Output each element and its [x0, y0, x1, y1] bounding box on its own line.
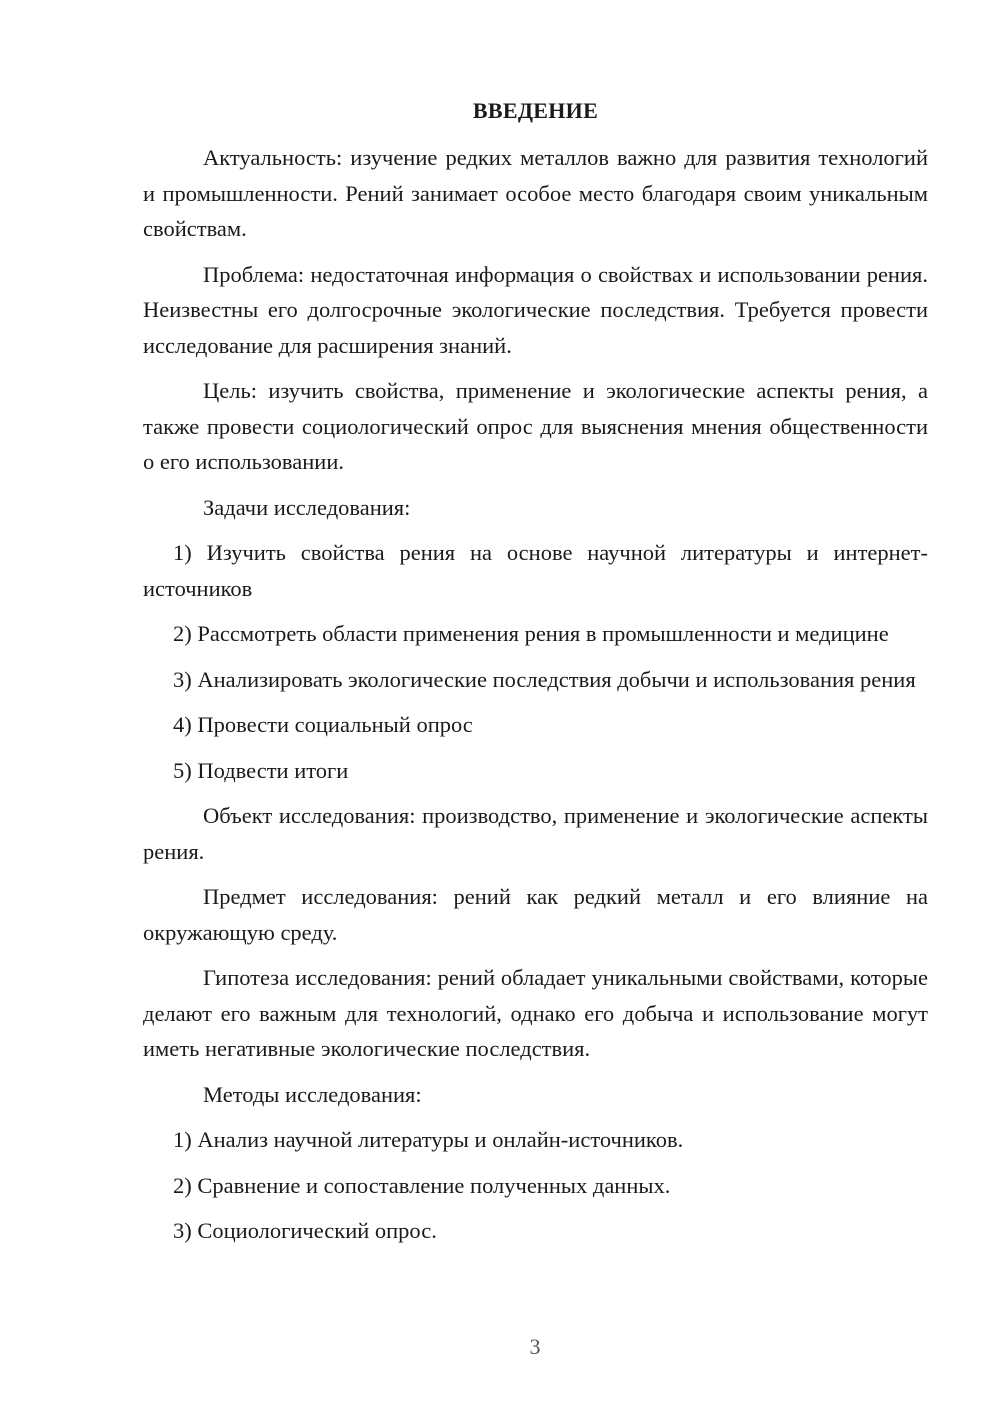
task-item-4: 4) Провести социальный опрос [173, 712, 473, 737]
page-content [143, 96, 928, 1259]
relevance-paragraph: Актуальность: изучение редких металлов важно для развития технологий и промышленности. Рений занимает особое место благодаря своим уникальным свойствам. [143, 145, 928, 241]
hypothesis-paragraph: Гипотеза исследования: рений обладает уникальными свойствами, которые делают его важным для технологий, однако его добыча и использование могут иметь негативные экологические последствия. [143, 965, 928, 1061]
tasks-heading: Задачи исследования: [203, 494, 411, 520]
method-item-3: 3) Социологический опрос. [173, 1218, 437, 1243]
task-item-5: 5) Подвести итоги [173, 757, 349, 783]
goal-paragraph: Цель: изучить свойства, применение и экологические аспекты рения, а также провести социологический опрос для выяснения мнения общественности о его использовании. [143, 378, 928, 474]
task-item-2: 2) Рассмотреть области применения рения в промышленности и медицине [173, 621, 889, 646]
page-title: ВВЕДЕНИЕ [472, 98, 599, 123]
object-paragraph: Объект исследования: производство, применение и экологические аспекты рения. [143, 803, 928, 864]
subject-paragraph: Предмет исследования: рений как редкий металл и его влияние на окружающую среду. [143, 884, 928, 945]
page-number: 3 [529, 1334, 541, 1359]
method-item-2: 2) Сравнение и сопоставление полученных данных. [173, 1172, 671, 1198]
task-item-1: 1) Изучить свойства рения на основе научной литературы и интернет-источников [143, 540, 928, 601]
methods-heading: Методы исследования: [203, 1081, 422, 1107]
task-item-3: 3) Анализировать экологические последствия добычи и использования рения [173, 666, 916, 692]
problem-paragraph: Проблема: недостаточная информация о свойствах и использовании рения. Неизвестны его долгосрочные экологические последствия. Требуется провести исследование для расширения знаний. [143, 261, 928, 358]
method-item-1: 1) Анализ научной литературы и онлайн-источников. [173, 1127, 684, 1152]
